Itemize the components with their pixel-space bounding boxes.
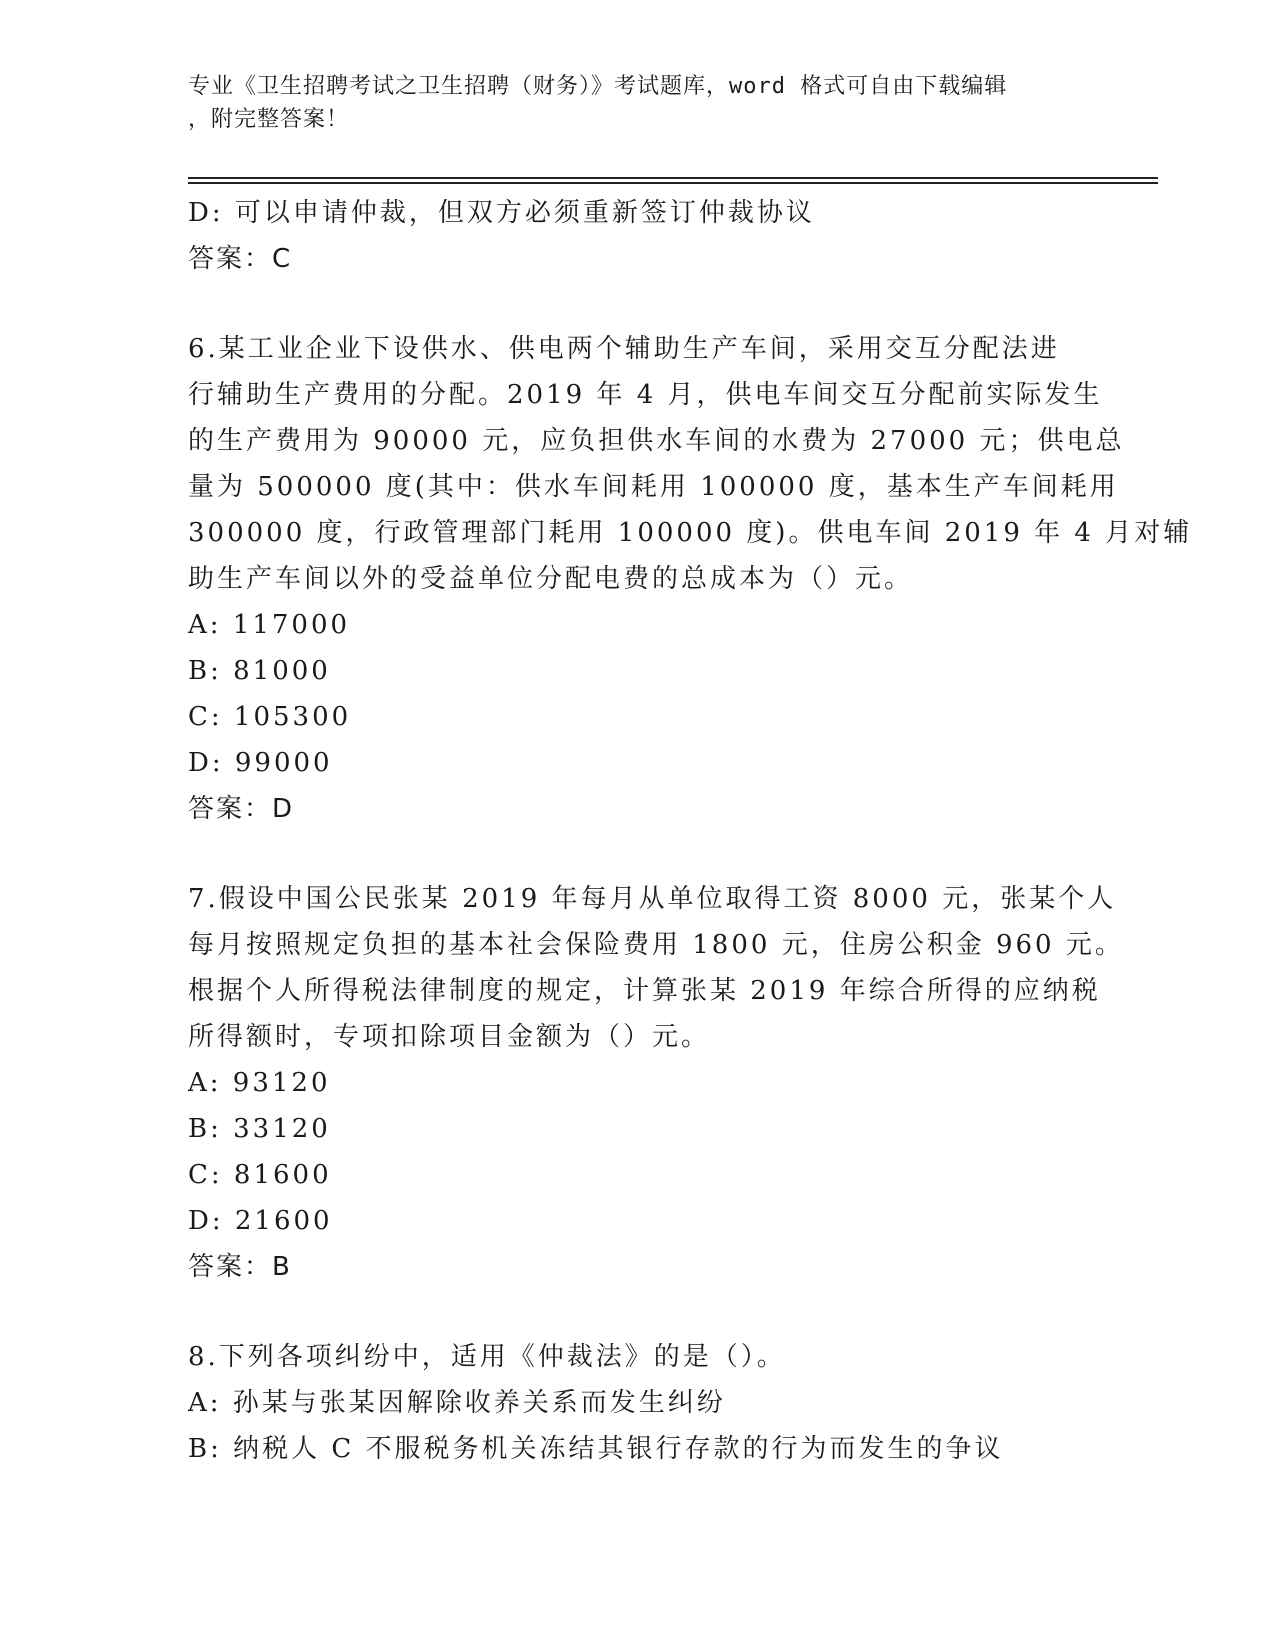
q8-text-line: 8.下列各项纠纷中，适用《仲裁法》的是（）。 [188, 1342, 786, 1372]
q6-text-line: 的生产费用为 90000 元，应负担供水车间的水费为 27000 元；供电总 [188, 426, 1125, 456]
q6-text-line: 助生产车间以外的受益单位分配电费的总成本为（）元。 [188, 564, 914, 594]
q6-answer: 答案：D [188, 794, 295, 824]
header-divider-top [188, 177, 1158, 179]
prev-answer: 答案：C [188, 244, 293, 274]
q7-text-line: 所得额时，专项扣除项目金额为（）元。 [188, 1022, 711, 1052]
q8-option-a: A: 孙某与张某因解除收养关系而发生纠纷 [188, 1388, 726, 1418]
q7-option-b: B: 33120 [188, 1114, 331, 1144]
q6-option-c: C: 105300 [188, 702, 352, 732]
header-line-1: 专业《卫生招聘考试之卫生招聘（财务）》考试题库，word 格式可自由下载编辑 [188, 74, 1008, 99]
q7-option-a: A: 93120 [188, 1068, 331, 1098]
question-7 [188, 876, 1124, 1290]
spacer [188, 282, 1088, 326]
q7-option-d: D: 21600 [188, 1206, 333, 1236]
q6-option-a: A: 117000 [188, 610, 351, 640]
spacer [188, 832, 1088, 876]
q6-text-line: 6.某工业企业下设供水、供电两个辅助生产车间，采用交互分配法进 [188, 334, 1060, 364]
header-divider-bottom [188, 182, 1158, 184]
q7-text-line: 7.假设中国公民张某 2019 年每月从单位取得工资 8000 元，张某个人 [188, 884, 1117, 914]
q7-answer: 答案：B [188, 1252, 292, 1282]
question-content [188, 190, 1193, 1472]
question-8 [188, 1334, 1088, 1472]
question-6 [188, 326, 1193, 832]
q8-option-b: B: 纳税人 C 不服税务机关冻结其银行存款的行为而发生的争议 [188, 1434, 1004, 1464]
q6-text-line: 行辅助生产费用的分配。2019 年 4 月，供电车间交互分配前实际发生 [188, 380, 1103, 410]
prev-option-d: D: 可以申请仲裁，但双方必须重新签订仲裁协议 [188, 198, 815, 228]
spacer [188, 1290, 1088, 1334]
document-header [188, 70, 1088, 136]
q6-option-b: B: 81000 [188, 656, 331, 686]
q7-text-line: 根据个人所得税法律制度的规定，计算张某 2019 年综合所得的应纳税 [188, 976, 1101, 1006]
q7-option-c: C: 81600 [188, 1160, 332, 1190]
header-line-2: ，附完整答案！ [188, 107, 350, 132]
q6-option-d: D: 99000 [188, 748, 333, 778]
q7-text-line: 每月按照规定负担的基本社会保险费用 1800 元，住房公积金 960 元。 [188, 930, 1124, 960]
q6-text-line: 300000 度，行政管理部门耗用 100000 度)。供电车间 2019 年 4 月对辅 [188, 518, 1193, 548]
q6-text-line: 量为 500000 度(其中：供水车间耗用 100000 度，基本生产车间耗用 [188, 472, 1119, 502]
